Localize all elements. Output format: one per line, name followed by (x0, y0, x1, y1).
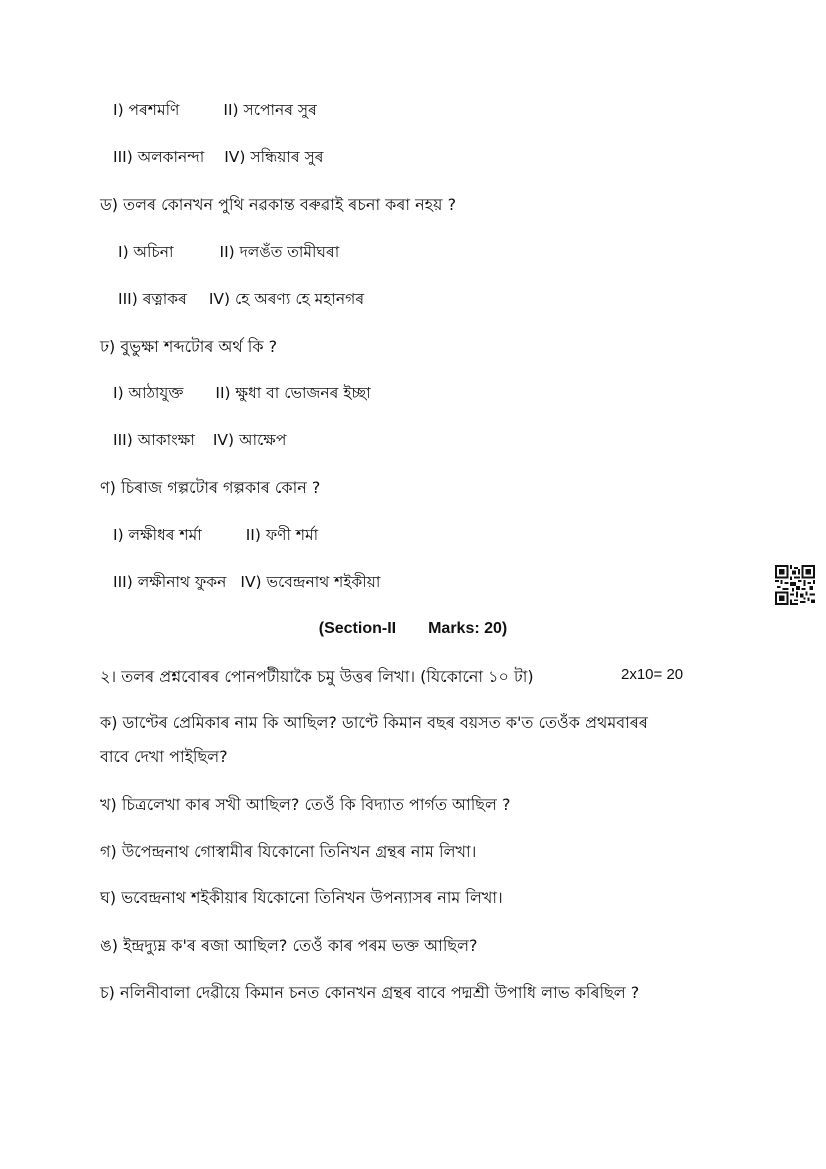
option-2: II) দলঙঁত তামীঘৰা (219, 243, 340, 261)
option-3: III) লক্ষীনাথ ফুকন (113, 573, 227, 591)
section-heading (0, 620, 826, 638)
option-line (113, 99, 317, 121)
option-4: IV) ভবেন্দ্ৰনাথ শইকীয়া (240, 573, 381, 591)
option-1: I) অচিনা (118, 243, 174, 261)
option-3: III) অলকানন্দা (113, 148, 205, 166)
question-ddh: ঢ) বুভুক্ষা শব্দটোৰ অৰ্থ কি ? (100, 337, 278, 356)
option-2: II) ক্ষুধা বা ভোজনৰ ইচ্ছা (215, 384, 371, 402)
question-kha: খ) চিত্ৰলেখা কাৰ সখী আছিল? তেওঁ কি বিদ্যাত পাৰ্গত আছিল ? (100, 795, 511, 814)
option-line (113, 146, 324, 168)
option-3: III) আকাংক্ষা (113, 431, 195, 449)
question-gha: ঘ) ভবেন্দ্ৰনাথ শইকীয়াৰ যিকোনো তিনিখন উপন্যাসৰ নাম লিখা। (100, 888, 503, 907)
question-nga: ঙ) ইন্দ্ৰদ্যুম্ন ক'ৰ ৰজা আছিল? তেওঁ কাৰ পৰম ভক্ত আছিল? (100, 936, 478, 955)
section-title: (Section-II (318, 620, 397, 637)
section-marks: Marks: 20) (428, 620, 508, 637)
question-2-instruction: ২। তলৰ প্ৰশ্নবোৰৰ পোনপটীয়াকৈ চমু উত্তৰ লিখা। (যিকোনো ১০ টা) (100, 667, 534, 686)
option-line (113, 571, 380, 593)
qr-code-icon (775, 565, 815, 605)
option-4: IV) হে অৰণ্য হে মহানগৰ (208, 290, 365, 308)
option-1: I) আঠাযুক্ত (113, 384, 184, 402)
question-2-marks: 2x10= 20 (621, 666, 684, 683)
option-line (118, 288, 364, 310)
option-2: II) ফণী শৰ্মা (245, 526, 319, 544)
question-ka-line2: বাবে দেখা পাইছিল? (100, 747, 228, 766)
option-line (113, 429, 286, 451)
question-ga: গ) উপেন্দ্ৰনাথ গোস্বামীৰ যিকোনো তিনিখন গ্ৰন্থৰ নাম লিখা। (100, 842, 477, 861)
option-1: I) লক্ষীধৰ শৰ্মা (113, 526, 202, 544)
option-3: III) ৰত্নাকৰ (118, 290, 187, 308)
question-ka-line1: ক) ডাণ্টেৰ প্ৰেমিকাৰ নাম কি আছিল? ডাণ্টে কিমান বছৰ বয়সত ক'ত তেওঁক প্ৰথমবাৰৰ (100, 713, 648, 732)
question-n: ণ) চিৰাজ গল্পটোৰ গল্পকাৰ কোন ? (100, 478, 321, 497)
question-ca: চ) নলিনীবালা দেৱীয়ে কিমান চনত কোনখন গ্ৰন্থৰ বাবে পদ্মশ্ৰী উপাধি লাভ কৰিছিল ? (100, 983, 640, 1002)
option-line (113, 382, 371, 404)
option-line (113, 524, 318, 546)
option-line (118, 241, 339, 263)
option-1: I) পৰশমণি (113, 101, 180, 119)
option-2: II) সপোনৰ সুৰ (223, 101, 317, 119)
question-dd: ড) তলৰ কোনখন পুথি নৱকান্ত বৰুৱাই ৰচনা কৰা নহয় ? (100, 195, 457, 214)
option-4: IV) আক্ষেপ (212, 431, 287, 449)
option-4: IV) সন্ধিয়াৰ সুৰ (224, 148, 324, 166)
